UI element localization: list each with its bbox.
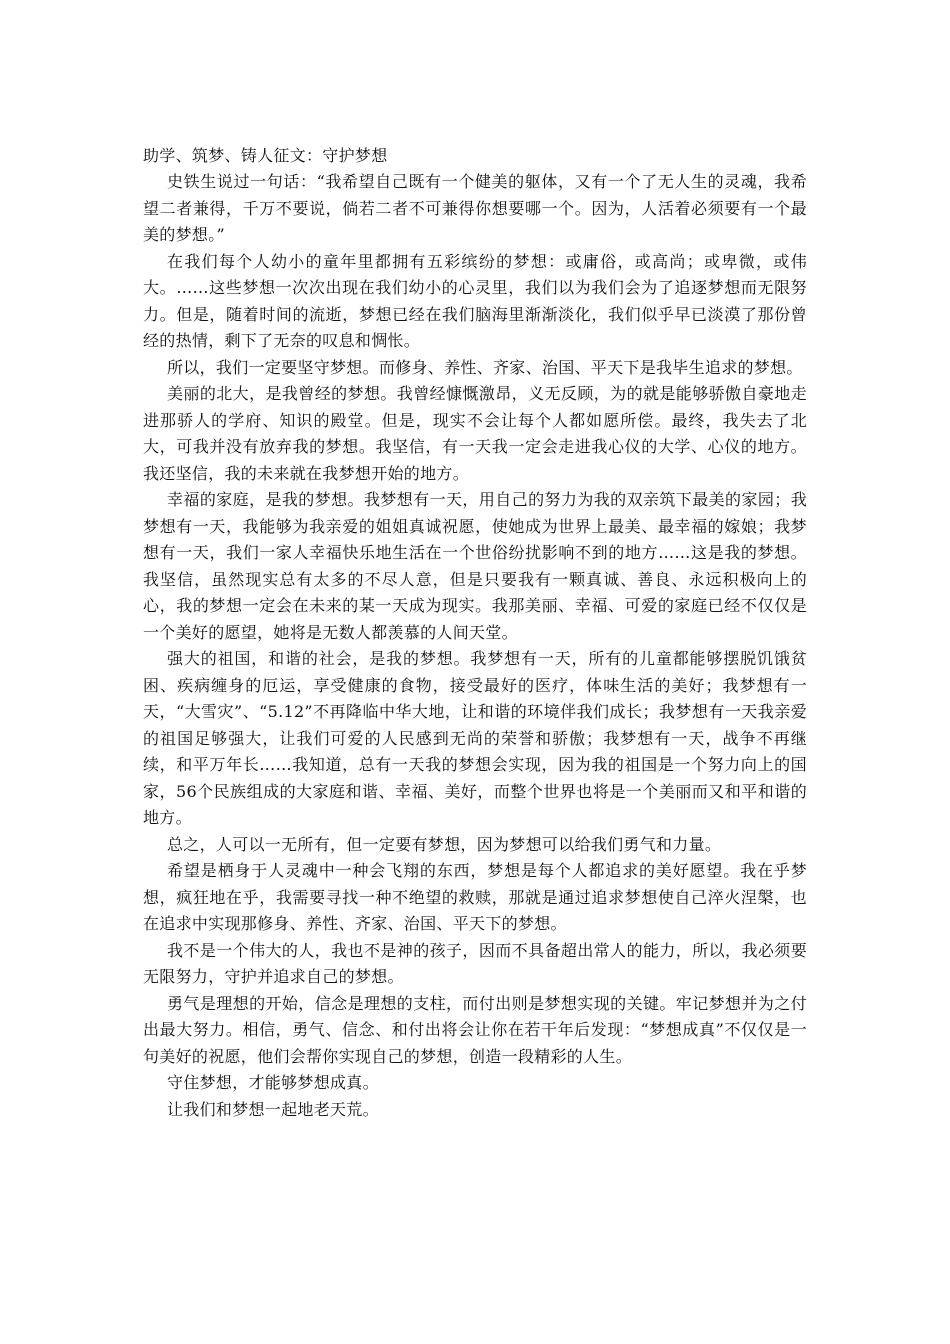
paragraph-8: 希望是栖身于人灵魂中一种会飞翔的东西，梦想是每个人都追求的美好愿望。我在乎梦想，疯狂地在乎，我需要寻找一种不绝望的救赎，那就是通过追求梦想使自己淬火涅槃，也在追求中实现那修身、养性、齐家、治国、平天下的梦想。: [143, 861, 807, 933]
paragraph-7: 总之，人可以一无所有，但一定要有梦想，因为梦想可以给我们勇气和力量。: [167, 834, 722, 854]
paragraph-10: 勇气是理想的开始，信念是理想的支柱，而付出则是梦想实现的关键。牢记梦想并为之付出最大努力。相信，勇气、信念、和付出将会让你在若干年后发现：“梦想成真”不仅仅是一句美好的祝愿，他们会帮你实现自己的梦想，创造一段精彩的人生。: [143, 993, 807, 1066]
paragraph-9: 我不是一个伟大的人，我也不是神的孩子，因而不具备超出常人的能力，所以，我必须要无限努力，守护并追求自己的梦想。: [143, 940, 807, 986]
paragraph-3: 所以，我们一定要坚守梦想。而修身、养性、齐家、治国、平天下是我毕生追求的梦想。: [167, 357, 803, 377]
paragraph-1: 史铁生说过一句话：“我希望自己既有一个健美的躯体，又有一个了无人生的灵魂，我希望二者兼得，千万不要说，倘若二者不可兼得你想要哪一个。因为，人活着必须要有一个最美的梦想。”: [143, 172, 807, 244]
paragraph-12: 让我们和梦想一起地老天荒。: [167, 1099, 379, 1119]
paragraph-4: 美丽的北大，是我曾经的梦想。我曾经慷慨激昂，义无反顾，为的就是能够骄傲自豪地走进那骄人的学府、知识的殿堂。但是，现实不会让每个人都如愿所偿。最终，我失去了北大，可我并没有放弃我的梦想。我坚信，有一天我一定会走进我心仪的大学、心仪的地方。我还坚信，我的未来就在我梦想开始的地方。: [143, 384, 807, 483]
paragraph-2: 在我们每个人幼小的童年里都拥有五彩缤纷的梦想：或庸俗，或高尚；或卑微，或伟大。……这些梦想一次次出现在我们幼小的心灵里，我们以为我们会为了追逐梦想而无限努力。但是，随着时间的流逝，梦想已经在我们脑海里渐渐淡化，我们似乎早已淡漠了那份曾经的热情，剩下了无奈的叹息和惆怅。: [143, 251, 807, 350]
document-title: 助学、筑梦、铸人征文：守护梦想: [143, 146, 388, 165]
paragraph-6: 强大的祖国，和谐的社会，是我的梦想。我梦想有一天，所有的儿童都能够摆脱饥饿贫困、疾病缠身的厄运，享受健康的食物，接受最好的医疗，体味生活的美好；我梦想有一天，“大雪灾”、“5.12”不再降临中华大地，让和谐的环境伴我们成长；我梦想有一天我亲爱的祖国足够强大，让我们可爱的人民感到无尚的荣誉和骄傲；我梦想有一天，战争不再继续，和平万年长……我知道，总有一天我的梦想会实现，因为我的祖国是一个努力向上的国家，56个民族组成的大家庭和谐、幸福、美好，而整个世界也将是一个美丽而又和平和谐的地方。: [143, 649, 807, 827]
paragraph-5: 幸福的家庭，是我的梦想。我梦想有一天，用自己的努力为我的双亲筑下最美的家园；我梦想有一天，我能够为我亲爱的姐姐真诚祝愿，使她成为世界上最美、最幸福的嫁娘；我梦想有一天，我们一家人幸福快乐地生活在一个世俗纷扰影响不到的地方……这是我的梦想。我坚信，虽然现实总有太多的不尽人意，但是只要我有一颗真诚、善良、永远积极向上的心，我的梦想一定会在未来的某一天成为现实。我那美丽、幸福、可爱的家庭已经不仅仅是一个美好的愿望，她将是无数人都羡慕的人间天堂。: [143, 490, 807, 642]
document-body: [143, 143, 807, 1123]
paragraph-11: 守住梦想，才能够梦想成真。: [167, 1073, 379, 1092]
